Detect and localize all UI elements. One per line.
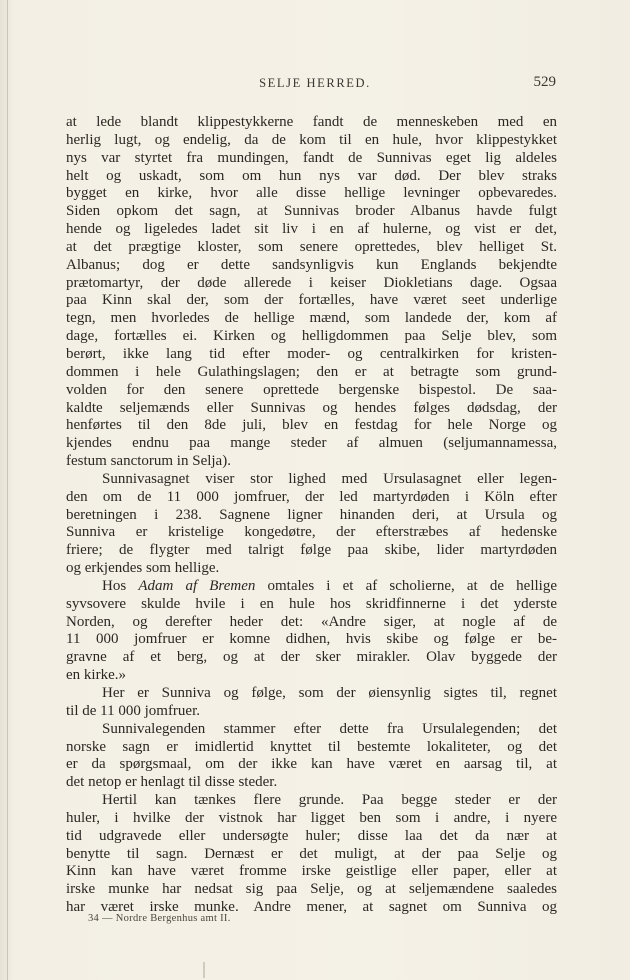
text-line: paa Kinn skal der, som der fortælles, have været seet underlige: [66, 292, 557, 309]
text-line: til de 11 000 jomfruer.: [66, 702, 201, 719]
text-line: benytte til sagn. Dernæst er det muligt, at der paa Selje og: [66, 845, 557, 862]
text-line: det netop er henlagt til disse steder.: [66, 774, 278, 791]
text-line: 11 000 jomfruer er komne didhen, hvis skibe og følge er be-: [66, 631, 557, 648]
text-line: Albanus; dog er dette sandsynligvis kun Englands bekjendte: [66, 256, 557, 273]
text-line: kaldte seljemænds eller Sunnivas og hendes følges dødsdag, der: [66, 399, 557, 416]
text-line: tid udgravede eller undersøgte huler; disse laa det da nær at: [66, 827, 557, 844]
text-line: og erkjendes som hellige.: [66, 560, 220, 577]
text-line: Kinn kan have været fromme irske geistlige eller paper, eller at: [66, 863, 557, 880]
text-line: Sunnivasagnet viser stor lighed med Ursulasagnet eller legen-: [102, 470, 557, 487]
text-line: beretningen i 238. Sagnene ligner hinanden deri, at Ursula og: [66, 506, 557, 523]
text-line: kjendes endnu paa mange steder af almuen (seljumannamessa,: [66, 435, 557, 452]
text-line: er da spørgsmaal, om der ikke kan have været en aarsag til, at: [66, 756, 557, 773]
text-line: gravne af et berg, og at der sker mirakler. Olav byggede der: [66, 649, 557, 666]
body-text: [66, 114, 557, 917]
italic-name: Adam af Bremen: [138, 577, 256, 594]
text-line: Her er Sunniva og følge, som der øiensynlig sigtes til, regnet: [102, 685, 557, 701]
text-line: friere; de flygter med talrigt følge paa skibe, lider martyrdøden: [66, 542, 557, 559]
text-line: huler, i hvilke der vistnok har ligget ben som i andre, i nyere: [66, 809, 557, 826]
page-edge-mark: [203, 962, 205, 978]
text-line: en kirke.»: [66, 667, 126, 684]
text-line: at det prægtige kloster, som senere oprettedes, blev helliget St.: [66, 238, 557, 255]
text-line: Hertil kan tænkes flere grunde. Paa begge steder er der: [102, 792, 557, 809]
text-line: Sunnivalegenden stammer efter dette fra Ursulalegenden; det: [102, 720, 557, 737]
text-line: den om de 11 000 jomfruer, der led martyrdøden i Köln efter: [66, 488, 557, 505]
text-line: tegn, men hvorledes de hellige mænd, som landede der, kom af: [66, 310, 557, 327]
page-header: [0, 72, 630, 96]
signature-mark: 34 — Nordre Bergenhus amt II.: [88, 913, 231, 924]
page-number: 529: [533, 74, 556, 90]
text-line: at lede blandt klippestykkerne fandt de menneskeben med en: [66, 114, 557, 130]
text-line: Norden, og derefter heder det: «Andre siger, at nogle af de: [66, 613, 557, 630]
text-line: berørt, ikke lang tid efter moder- og centralkirken for kristen-: [66, 345, 557, 362]
text-line: dommen i hele Gulathingslagen; den er at betragte som grund-: [66, 363, 557, 380]
text-line: har været irske munke. Andre mener, at sagnet om Sunniva og: [66, 899, 557, 916]
text-line: irske munke har nedsat sig paa Selje, og at seljemændene saaledes: [66, 881, 557, 898]
running-title: SELJE HERRED.: [259, 76, 371, 90]
text-line: helt og uskadt, som om hun nys var død. Der blev straks: [66, 167, 557, 184]
binding-edge: [7, 0, 8, 980]
text-line: hende og ligeledes ladet sit liv i en af hulerne, og vist er det,: [66, 221, 557, 238]
text-line: prætomartyr, der døde allerede i keiser Diokletians dage. Ogsaa: [66, 274, 557, 291]
text-line: herlig lugt, og endelig, da de kom til en hule, hvor klippestykket: [66, 131, 557, 148]
text-line-rest: omtales i et af scholierne, at de hellige: [255, 577, 557, 594]
text-line: bygget en kirke, hvor alle disse hellige levninger opbevaredes.: [66, 185, 557, 202]
text-line: dage, fortælles ei. Kirken og helligdommen paa Selje blev, som: [66, 328, 557, 345]
text-line: volden for den senere oprettede bergenske bispestol. De saa-: [66, 381, 557, 398]
text-line: Siden opkom det sagn, at Sunnivas broder Albanus havde fulgt: [66, 203, 557, 220]
text-line: henførtes til den 8de juli, blev en festdag for hele Norge og: [66, 417, 557, 434]
text-line: festum sanctorum in Selja).: [66, 453, 231, 470]
text-line-prefix: Hos: [102, 577, 139, 594]
text-line: [66, 578, 557, 596]
text-line: Sunniva er kristelige kongedøtre, der efterstræbes af hedenske: [66, 524, 557, 541]
text-line: nys var styrtet fra mundingen, fandt de Sunnivas eget lig aldeles: [66, 149, 557, 166]
text-line: norske sagn er imidlertid knyttet til bestemte lokaliteter, og det: [66, 738, 557, 755]
text-line: syvsovere skulde hvile i en hule hos skridfinnerne i det yderste: [66, 595, 557, 612]
